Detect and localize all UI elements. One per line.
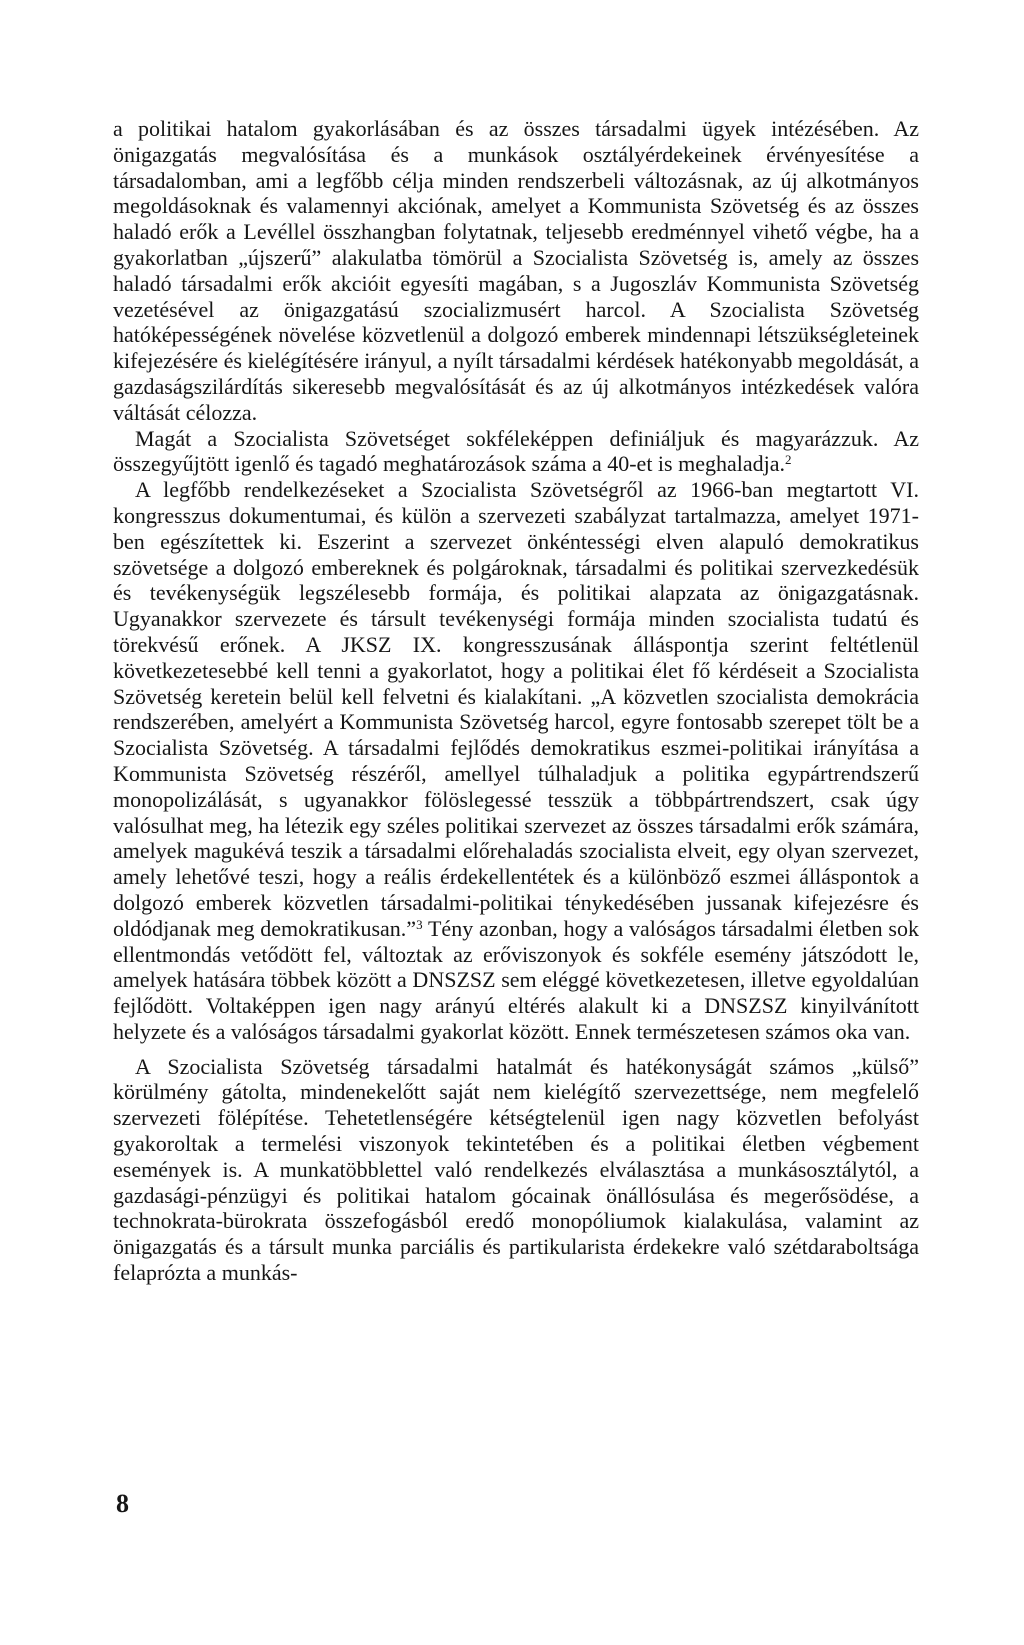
paragraph-3-text-after: Tény azonban, hogy a valóságos társadalmi életben sok ellentmondás vetődött fel, változtak az erőviszonyok és sokféle esemény játszódott le, amelyek hatására többek között a DNSZSZ sem eléggé következetesen, illetve egyoldalúan fejlődött. Voltaképpen igen nagy arányú eltérés alakult ki a DNSZSZ kinyilvánított helyzete és a valóságos társadalmi gyakorlat között. Ennek természetesen számos oka van. — [113, 915, 919, 1044]
paragraph-1-text: a politikai hatalom gyakorlásában és az összes társadalmi ügyek intézésében. Az önigazgatás megvalósítása és a munkások osztályérdekeinek érvényesítése a társadalomban, ami a legfőbb célja minden rendszerbeli változásnak, az új alkotmányos megoldásoknak és valamennyi akciónak, amelyet a Kommunista Szövetség és az összes haladó erők a Levéllel összhangban folytatnak, teljesebb eredménnyel vihető végbe, ha a gyakorlatban „újszerű” alakulatba tömörül a Szocialista Szövetség is, amely az összes haladó társadalmi erők akcióit egyesíti magában, s a Jugoszláv Kommunista Szövetség vezetésével az önigazgatású szocializmusért harcol. A Szocialista Szövetség hatóképességének növelése közvetlenül a dolgozó emberek mindennapi létszükségleteinek kifejezésére és kielégítésére irányul, a nyílt társadalmi kérdések hatékonyabb megoldását, a gazdaságszilárdítás sikeresebb megvalósítását és az új alkotmányos intézkedések valóra váltását célozza. — [113, 116, 919, 425]
paragraph-3-text: A legfőbb rendelkezéseket a Szocialista Szövetségről az 1966-ban megtartott VI. kongresszus dokumentumai, és külön a szervezeti szabályzat tartalmazza, amelyet 1971-ben egészítettek ki. Eszerint a szervezet önkéntességi elven alapuló demokratikus szövetsége a dolgozó embereknek és polgároknak, társadalmi és politikai szervezkedésük és tevékenységük legszélesebb formája, és politikai alapzata az önigazgatásnak. Ugyanakkor szervezete és társult tevékenységi formája minden szocialista tudatú és törekvésű erőnek. A JKSZ IX. kongresszusának álláspontja szerint feltétlenül következetesebbé kell tenni a gyakorlatot, hogy a politikai élet fő kérdéseit a Szocialista Szövetség keretein belül kell felvetni és kialakítani. „A közvetlen szocialista demokrácia rendszerében, amelyért a Kommunista Szövetség harcol, egyre fontosabb szerepet tölt be a Szocialista Szövetség. A társadalmi fejlődés demokratikus eszmei-politikai irányítása a Kommunista Szövetség részéről, amellyel túlhaladjuk a politika egypártrendszerű monopolizálását, s ugyanakkor fölöslegessé tesszük a többpártrendszert, csak úgy valósulhat meg, ha létezik egy széles politikai szervezet az összes társadalmi erők számára, amelyek magukévá teszik a társadalmi előrehaladás szocialista elveit, egy olyan szervezet, amely lehetővé teszi, hogy a reális érdekellentétek és a különböző eszmei álláspontok a dolgozó emberek közvetlen társadalmi-politikai ténykedésében jussanak kifejezésre és oldódjanak meg demokratikusan.” — [113, 477, 919, 941]
page-body — [113, 116, 919, 1286]
paragraph-2 — [113, 426, 919, 478]
footnote-ref-3: 3 — [416, 916, 423, 932]
footnote-ref-2: 2 — [785, 452, 792, 468]
paragraph-2-text: Magát a Szocialista Szövetséget sokféleképpen definiáljuk és magyarázzuk. Az összegyűjtött igenlő és tagadó meghatározások száma a 40-et is meghaladja. — [113, 425, 919, 477]
paragraph-1 — [113, 116, 919, 426]
paragraph-4-text: A Szocialista Szövetség társadalmi hatalmát és hatékonyságát számos „külső” körülmény gátolta, mindenekelőtt saját nem kielégítő szervezettsége, nem megfelelő szervezeti fölépítése. Tehetetlenségére kétségtelenül igen nagy közvetlen befolyást gyakoroltak a termelési viszonyok tekintetében és a politikai életben végbement események is. A munkatöbblettel való rendelkezés elválasztása a munkásosztálytól, a gazdasági-pénzügyi és politikai hatalom gócainak önállósulása és megerősödése, a technokrata-bürokrata összefogásból eredő monopóliumok kialakulása, valamint az önigazgatás és a társult munka parciális és partikularista érdekekre való szétdaraboltsága felaprózta a munkás- — [113, 1053, 919, 1286]
paragraph-4 — [113, 1054, 919, 1286]
page-number: 8 — [116, 1489, 129, 1518]
paragraph-3 — [113, 477, 919, 1045]
